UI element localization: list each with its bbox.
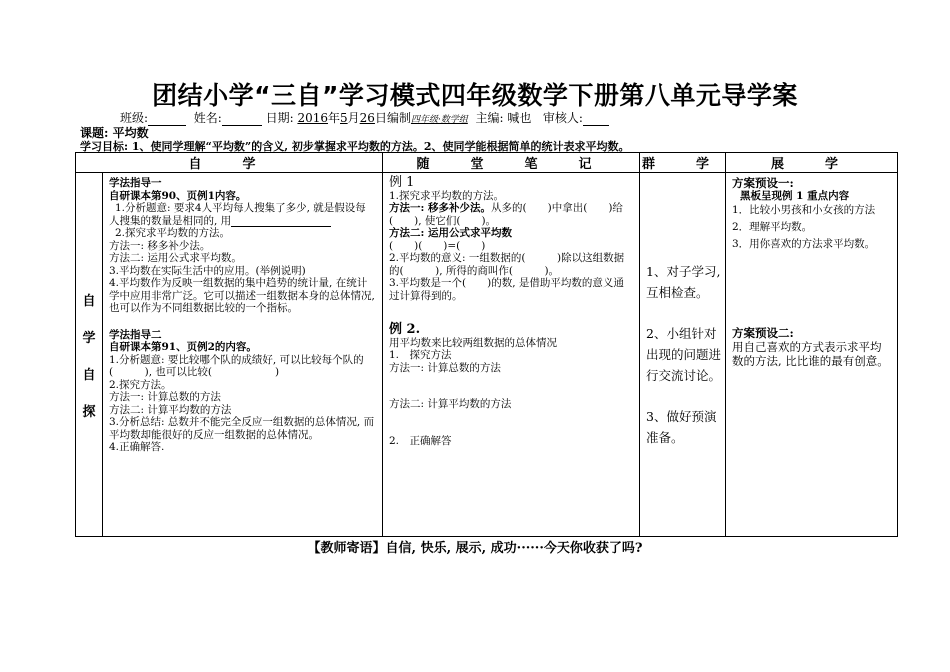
example2-heading: 例 2. (389, 322, 421, 337)
date-month: 5 (340, 111, 348, 125)
notes-ex2-item2: 2. 正确解答 (389, 434, 452, 447)
date-label: 日期: (265, 111, 294, 125)
col-header-self-study: 自 学 (76, 153, 383, 173)
plan1-item2: 2．理解平均数。 (732, 221, 813, 233)
plan1-item1: 1．比较小男孩和小女孩的方法 (732, 204, 876, 216)
col-header-group-study: 群 学 (640, 153, 726, 173)
guide1-item5: 3.平均数在实际生活中的应用。(举例说明) (109, 264, 306, 277)
guide2-item2: 2.探究方法。 (109, 378, 172, 391)
guide2-title: 学法指导二 (109, 328, 162, 341)
plan1-title: 方案预设一: (732, 176, 794, 190)
notes-ex2-method2: 方法二: 计算平均数的方法 (389, 398, 512, 410)
guide1-title: 学法指导一 (109, 177, 162, 189)
group-study-cell (640, 173, 726, 537)
self-study-cell (103, 173, 383, 537)
reviewer-label: 审核人: (542, 111, 583, 125)
class-blank[interactable] (148, 113, 186, 126)
group-step2: 2、小组针对出现的问题进行交流讨论。 (646, 326, 722, 383)
reviewer-blank[interactable] (583, 113, 609, 126)
guide1-item3: 方法一: 移多补少法。 (109, 239, 211, 252)
guide2-item6: 4.正确解答. (109, 441, 165, 453)
guide1-subtitle: 自研课本第90、页例1内容。 (109, 189, 247, 202)
date-year: 2016 (297, 111, 328, 125)
learning-goal: 学习目标: 1、使同学理解“平均数”的含义, 初步掌握求平均数的方法。2、使同学能根据简单的统计表求平均数。 (80, 140, 630, 153)
guide1-item6: 4.平均数作为反映一组数据的集中趋势的统计量, 在统计学中应用非常广泛。它可以描述一组数据本身的总体情况, 也可以作为不同组数据比较的一个指标。 (109, 277, 375, 314)
table-body-row (76, 173, 898, 537)
plan2-text: 用自己喜欢的方式表示求平均数的方法, 比比谁的最有创意。 (732, 339, 889, 368)
lesson-table (75, 152, 898, 537)
notes-item3: 3.平均数是一个( )的数, 是借助平均数的意义通过计算得到的。 (389, 277, 624, 302)
teacher-message: 【教师寄语】自信, 快乐, 展示, 成功······今天你收获了吗? (307, 541, 643, 556)
group-name: 四年级·数学组 (410, 115, 468, 125)
col-header-show-study: 展 学 (726, 153, 898, 173)
meta-line (120, 109, 609, 126)
lesson-topic: 课题: 平均数 (80, 126, 149, 140)
side-label: 自 学 自 探 (76, 173, 103, 537)
col-header-notes: 随 堂 笔 记 (383, 153, 640, 173)
notes-method1-text: 从多的( )中拿出( )给( ), 使它们( )。 (389, 202, 623, 227)
year-unit: 年 (327, 111, 340, 125)
class-label: 班级: (120, 111, 149, 125)
editor-label: 主编: (475, 111, 504, 125)
name-blank[interactable] (222, 113, 262, 126)
notes-formula: ( )( )=( ) (389, 239, 486, 252)
notes-ex2-item1: 1. 探究方法 (389, 349, 452, 361)
notes-cell (383, 173, 640, 537)
example1-heading: 例 1 (389, 175, 415, 190)
notes-item2: 2.平均数的意义: 一组数据的( )除以这组数据的( ), 所得的商叫作( )。 (389, 252, 625, 277)
day-unit: 日编制 (374, 111, 411, 125)
guide1-blank[interactable] (231, 215, 331, 227)
guide2-subtitle: 自研课本第91、页例2的内容。 (109, 341, 257, 353)
guide2-item4: 方法二: 计算平均数的方法 (109, 403, 232, 416)
table-header-row (76, 153, 898, 173)
guide2-item1: 1.分析题意: 要比较哪个队的成绩好, 可以比较每个队的( ), 也可以比较( ) (109, 353, 364, 378)
show-study-cell (726, 173, 898, 537)
guide1-item1: 1.分析题意: 要求4人平均每人搜集了多少, 就是假设每人搜集的数量是相同的, 用 (109, 202, 366, 227)
page-title: 团结小学“三自”学习模式四年级数学下册第八单元导学案 (152, 81, 798, 110)
notes-ex2-intro: 用平均数来比较两组数据的总体情况 (389, 336, 557, 349)
plan2-title: 方案预设二: (732, 326, 794, 340)
notes-method1-label: 方法一: 移多补少法。 (389, 202, 492, 214)
date-day: 26 (359, 111, 375, 125)
group-step3: 3、做好预演准备。 (646, 409, 717, 445)
plan1-item3: 3．用你喜欢的方法求平均数。 (732, 238, 876, 250)
name-label: 姓名: (193, 111, 222, 125)
plan1-subtitle: 黑板呈现例 1 重点内容 (740, 189, 850, 202)
notes-item1: 1.探究求平均数的方法。 (389, 189, 505, 202)
editor-name: 喊也 (507, 111, 532, 125)
group-step1: 1、对子学习, 互相检查。 (646, 264, 721, 300)
guide2-item3: 方法一: 计算总数的方法 (109, 391, 221, 403)
guide2-item5: 3.分析总结: 总数并不能完全反应一组数据的总体情况, 而平均数却能很好的反应一组数据的总体情况。 (109, 416, 375, 441)
notes-ex2-method1: 方法一: 计算总数的方法 (389, 361, 501, 374)
month-unit: 月 (347, 111, 360, 125)
guide1-item2: 2.探究求平均数的方法。 (115, 227, 231, 239)
guide1-item4: 方法二: 运用公式求平均数。 (109, 252, 242, 264)
notes-method2: 方法二: 运用公式求平均数 (389, 227, 513, 239)
